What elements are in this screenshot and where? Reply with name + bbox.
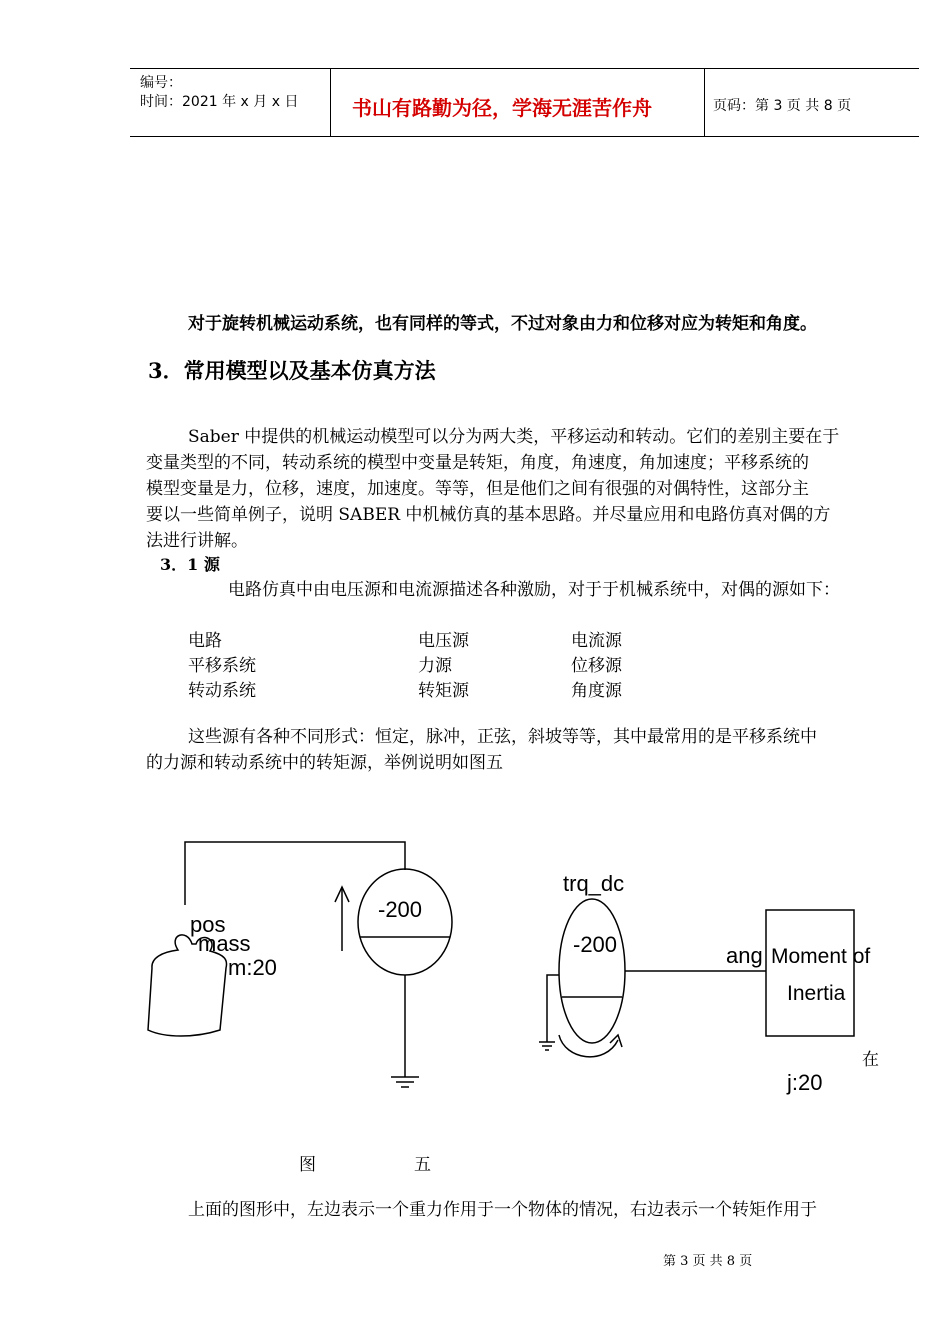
inertia-param: j:20 (787, 1070, 823, 1095)
header-divider-right (704, 68, 705, 136)
para1-line: Saber 中提供的机械运动模型可以分为两大类，平移运动和转动。它们的差别主要在于 (188, 427, 840, 447)
para1-line: 要以一些简单例子，说明 SABER 中机械仿真的基本思路。并尽量应用和电路仿真对偶的方 (146, 505, 831, 525)
top-wire (185, 842, 405, 905)
rotation-arrow-icon (559, 1035, 618, 1057)
paragraph-1 (146, 424, 916, 554)
table-cell: 力源 (418, 656, 452, 676)
header-time: 时间：2021 年 x 月 x 日 (140, 94, 299, 110)
header-top-rule (130, 68, 919, 69)
mass-label-pos: pos (190, 912, 226, 937)
left-circuit (148, 842, 452, 1087)
para3-line: 这些源有各种不同形式：恒定，脉冲，正弦，斜坡等等，其中最常用的是平移系统中 (188, 727, 817, 747)
force-source-icon (358, 869, 452, 975)
right-source-value: -200 (573, 932, 618, 957)
header-number: 编号： (140, 75, 182, 91)
inertia-label-line2: Inertia (787, 982, 846, 1005)
wire-label-ang: ang (726, 943, 763, 968)
last-line: 上面的图形中，左边表示一个重力作用于一个物体的情况，右边表示一个转矩作用于 (188, 1200, 817, 1220)
header-page-label: 页码：第 3 页 共 8 页 (713, 98, 852, 114)
header-motto: 书山有路勤为径，学海无涯苦作舟 (352, 96, 652, 120)
mass-label-m: m:20 (228, 955, 277, 980)
table-cell: 电压源 (418, 631, 469, 651)
header-divider-left (330, 68, 331, 136)
table-cell: 电流源 (571, 631, 622, 651)
table-cell: 角度源 (571, 681, 622, 701)
side-char: 在 (862, 1050, 879, 1070)
table-cell: 电路 (188, 631, 222, 651)
para3-line: 的力源和转动系统中的转矩源，举例说明如图五 (146, 753, 503, 773)
table-cell: 转动系统 (188, 681, 256, 701)
table-cell: 平移系统 (188, 656, 256, 676)
subsection-heading: 3．1 源 (160, 555, 220, 574)
torque-source-icon (559, 899, 625, 1043)
inertia-box (766, 910, 854, 1036)
right-circuit (539, 899, 854, 1057)
para1-line: 模型变量是力，位移，速度，加速度。等等，但是他们之间有很强的对偶特性，这部分主 (146, 479, 809, 499)
figure-caption-right: 五 (414, 1155, 431, 1175)
paragraph-3 (146, 724, 916, 776)
section-heading: 3．常用模型以及基本仿真方法 (148, 358, 436, 383)
para1-line: 变量类型的不同，转动系统的模型中变量是转矩，角度，角速度，角加速度；平移系统的 (146, 453, 809, 473)
intro-line: 对于旋转机械运动系统，也有同样的等式，不过对象由力和位移对应为转矩和角度。 (188, 314, 817, 334)
header-bottom-rule (130, 136, 919, 137)
right-source-name: trq_dc (563, 871, 625, 896)
table-cell: 转矩源 (418, 681, 469, 701)
figure-caption-left: 图 (299, 1155, 316, 1175)
paragraph-2: 电路仿真中由电压源和电流源描述各种激励，对于于机械系统中，对偶的源如下： (228, 580, 840, 600)
left-source-value: -200 (378, 897, 423, 922)
footer-page-number: 第 3 页 共 8 页 (663, 1254, 753, 1269)
table-cell: 位移源 (571, 656, 622, 676)
figure-five-schematic (0, 820, 950, 1120)
mass-label-mass: mass (198, 931, 251, 956)
inertia-label-line1: Moment of (771, 945, 871, 968)
ground-wire (547, 975, 559, 1042)
para1-line: 法进行讲解。 (146, 531, 248, 551)
